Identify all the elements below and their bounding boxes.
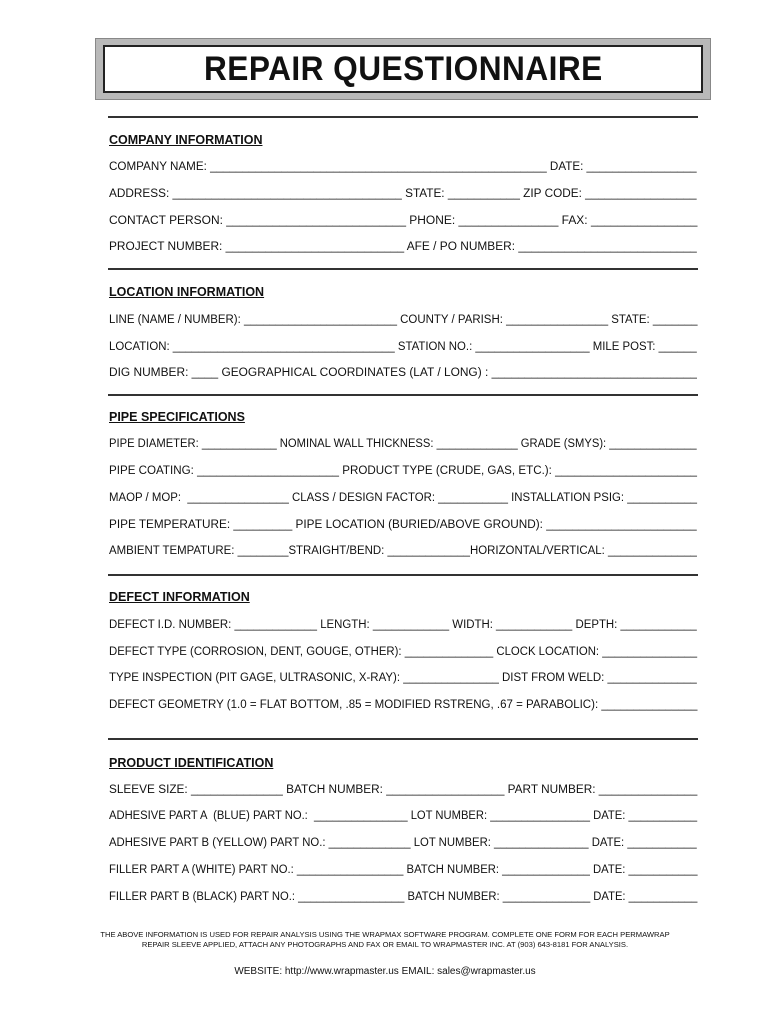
footer-line-2: REPAIR SLEEVE APPLIED, ATTACH ANY PHOTOGRAPHS AND FAX OR EMAIL TO WRAPMASTER INC. AT (903) 643-8181 FOR ANALYSIS. <box>141 940 629 949</box>
form-row-location[interactable]: LOCATION: ___________________________________ STATION NO.: __________________ MILE POST: ______ <box>109 341 697 353</box>
form-row-project[interactable]: PROJECT NUMBER: ___________________________ AFE / PO NUMBER: ___________________________ <box>109 241 697 253</box>
form-row-defect-type[interactable]: DEFECT TYPE (CORROSION, DENT, GOUGE, OTHER): ______________ CLOCK LOCATION: _______________ <box>109 646 698 658</box>
section-header-product: PRODUCT IDENTIFICATION <box>109 756 274 770</box>
form-row-inspection[interactable]: TYPE INSPECTION (PIT GAGE, ULTRASONIC, X-RAY): _______________ DIST FROM WELD: ______________ <box>109 672 697 684</box>
footer-note <box>0 930 770 950</box>
section-divider <box>108 738 698 740</box>
section-divider <box>108 268 698 270</box>
section-header-pipe: PIPE SPECIFICATIONS <box>109 410 245 424</box>
form-row-maop[interactable]: MAOP / MOP: ________________ CLASS / DESIGN FACTOR: ___________ INSTALLATION PSIG: ___________ <box>109 492 698 504</box>
form-row-filler-a[interactable]: FILLER PART A (WHITE) PART NO.: _________________ BATCH NUMBER: ______________ DATE: ___________ <box>109 864 698 876</box>
section-divider <box>108 394 698 396</box>
website-contact: WEBSITE: http://www.wrapmaster.us EMAIL: sales@wrapmaster.us <box>234 966 536 977</box>
form-row-pipe-coating[interactable]: PIPE COATING: ______________________ PRODUCT TYPE (CRUDE, GAS, ETC.): ______________________ <box>109 465 698 477</box>
title-box <box>95 38 711 100</box>
form-row-line[interactable]: LINE (NAME / NUMBER): ________________________ COUNTY / PARISH: ________________ STATE: _______ <box>109 314 698 326</box>
title-frame <box>103 45 703 93</box>
footer-line-1: THE ABOVE INFORMATION IS USED FOR REPAIR ANALYSIS USING THE WRAPMAX SOFTWARE PROGRAM. COMPLETE ONE FORM FOR EACH PERMAWRAP <box>100 930 670 939</box>
form-row-pipe-diameter[interactable]: PIPE DIAMETER: ____________ NOMINAL WALL THICKNESS: _____________ GRADE (SMYS): ______________ <box>109 438 697 450</box>
form-row-adhesive-b[interactable]: ADHESIVE PART B (YELLOW) PART NO.: _____________ LOT NUMBER: _______________ DATE: ___________ <box>109 837 697 849</box>
form-row-filler-b[interactable]: FILLER PART B (BLACK) PART NO.: _________________ BATCH NUMBER: ______________ DATE: ___________ <box>109 891 698 903</box>
form-row-contact[interactable]: CONTACT PERSON: ___________________________ PHONE: _______________ FAX: ________________ <box>109 215 698 227</box>
page-title: REPAIR QUESTIONNAIRE <box>203 49 603 88</box>
section-header-company: COMPANY INFORMATION <box>109 133 263 147</box>
form-row-defect-id[interactable]: DEFECT I.D. NUMBER: _____________ LENGTH: ____________ WIDTH: ____________ DEPTH: ____________ <box>109 619 697 631</box>
form-row-geometry[interactable]: DEFECT GEOMETRY (1.0 = FLAT BOTTOM, .85 = MODIFIED RSTRENG, .67 = PARABOLIC): _______________ <box>109 699 698 711</box>
form-row-address[interactable]: ADDRESS: ___________________________________ STATE: ___________ ZIP CODE: _________________ <box>109 188 697 200</box>
form-row-adhesive-a[interactable]: ADHESIVE PART A (BLUE) PART NO.: _______________ LOT NUMBER: ________________ DATE: ___________ <box>109 810 698 822</box>
section-divider <box>108 116 698 118</box>
section-header-location: LOCATION INFORMATION <box>109 285 265 299</box>
form-row-company-name[interactable]: COMPANY NAME: ____________________________________________________ DATE: _________________ <box>109 161 697 173</box>
form-row-dig[interactable]: DIG NUMBER: ____ GEOGRAPHICAL COORDINATES (LAT / LONG) : _______________________________ <box>109 367 697 379</box>
form-row-ambient[interactable]: AMBIENT TEMPATURE: ________STRAIGHT/BEND: _____________HORIZONTAL/VERTICAL: ______________ <box>109 545 697 557</box>
section-divider <box>108 574 698 576</box>
form-row-pipe-temperature[interactable]: PIPE TEMPERATURE: _________ PIPE LOCATION (BURIED/ABOVE GROUND): _______________________ <box>109 519 697 531</box>
section-header-defect: DEFECT INFORMATION <box>109 590 250 604</box>
form-row-sleeve[interactable]: SLEEVE SIZE: ______________ BATCH NUMBER: __________________ PART NUMBER: _______________ <box>109 784 698 796</box>
